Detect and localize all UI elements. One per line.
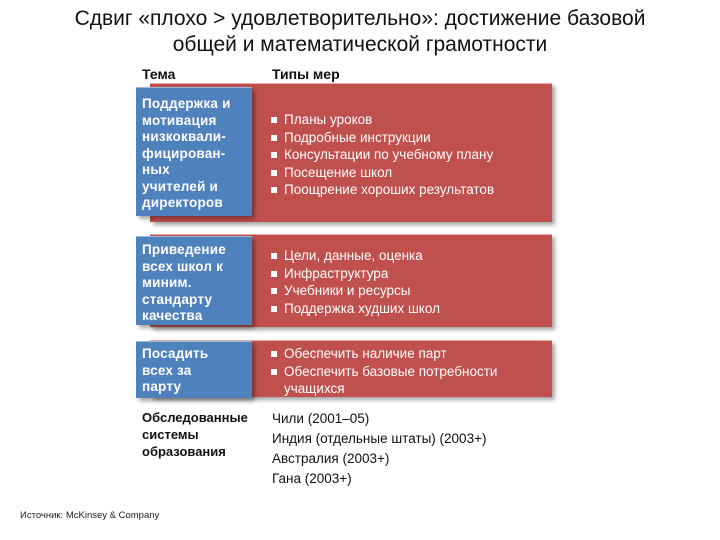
theme-line: ных: [142, 162, 170, 177]
system-item: Гана (2003+): [272, 471, 352, 486]
systems-list: [272, 409, 486, 489]
measure-item: Обеспечить базовые потребности учащихся: [270, 363, 546, 398]
theme-line: директоров: [142, 195, 223, 210]
source-note: Источник: McKinsey & Company: [20, 510, 160, 521]
theme-line: миним.: [142, 275, 192, 290]
theme-line: учителей и: [142, 178, 219, 194]
theme-line: мотивация: [142, 112, 217, 128]
systems-label: [142, 409, 248, 460]
measure-item: Посещение школ: [270, 164, 494, 182]
measure-item: Инфраструктура: [270, 265, 440, 283]
measure-item: Планы уроков: [270, 111, 494, 129]
measures-list-1: [270, 111, 494, 199]
header-theme: Тема: [142, 66, 176, 82]
systems-label-line: системы: [142, 427, 199, 442]
system-item: Австралия (2003+): [272, 451, 390, 466]
title-line-2: общей и математической грамотности: [172, 33, 548, 56]
theme-label-2: [142, 242, 226, 325]
system-item: Чили (2001–05): [272, 411, 370, 426]
measure-item: Учебники и ресурсы: [270, 282, 440, 300]
measure-item: Подробные инструкции: [270, 129, 494, 147]
system-item: Индия (отдельные штаты) (2003+): [272, 431, 487, 446]
theme-label-3: [142, 346, 208, 396]
theme-line: стандарту: [142, 291, 213, 307]
theme-line: всех за: [142, 362, 192, 378]
measure-item: Цели, данные, оценка: [270, 247, 440, 265]
theme-line: качества: [142, 308, 203, 323]
systems-label-line: образования: [142, 444, 226, 459]
systems-label-line: Обследованные: [142, 410, 248, 425]
theme-line: всех школ к: [142, 258, 224, 274]
measures-list-2: [270, 247, 440, 317]
measure-item: Консультации по учебному плану: [270, 146, 494, 164]
theme-line: парту: [142, 379, 182, 394]
theme-line: низкоквали-: [142, 129, 226, 144]
measures-list-3: [270, 345, 546, 398]
theme-line: Приведение: [142, 242, 226, 257]
measure-item: Обеспечить наличие парт: [270, 345, 546, 363]
header-types: Типы мер: [272, 66, 340, 82]
theme-line: фицирован-: [142, 145, 226, 161]
title-line-1: Сдвиг «плохо > удовлетворительно»: достижение базовой: [74, 7, 646, 30]
theme-label-1: [142, 96, 231, 212]
measure-item: Поощрение хороших результатов: [270, 181, 494, 199]
measure-item: Поддержка худших школ: [270, 300, 440, 318]
theme-line: Посадить: [142, 346, 209, 361]
page-title: [0, 6, 720, 58]
theme-line: Поддержка и: [142, 96, 231, 111]
